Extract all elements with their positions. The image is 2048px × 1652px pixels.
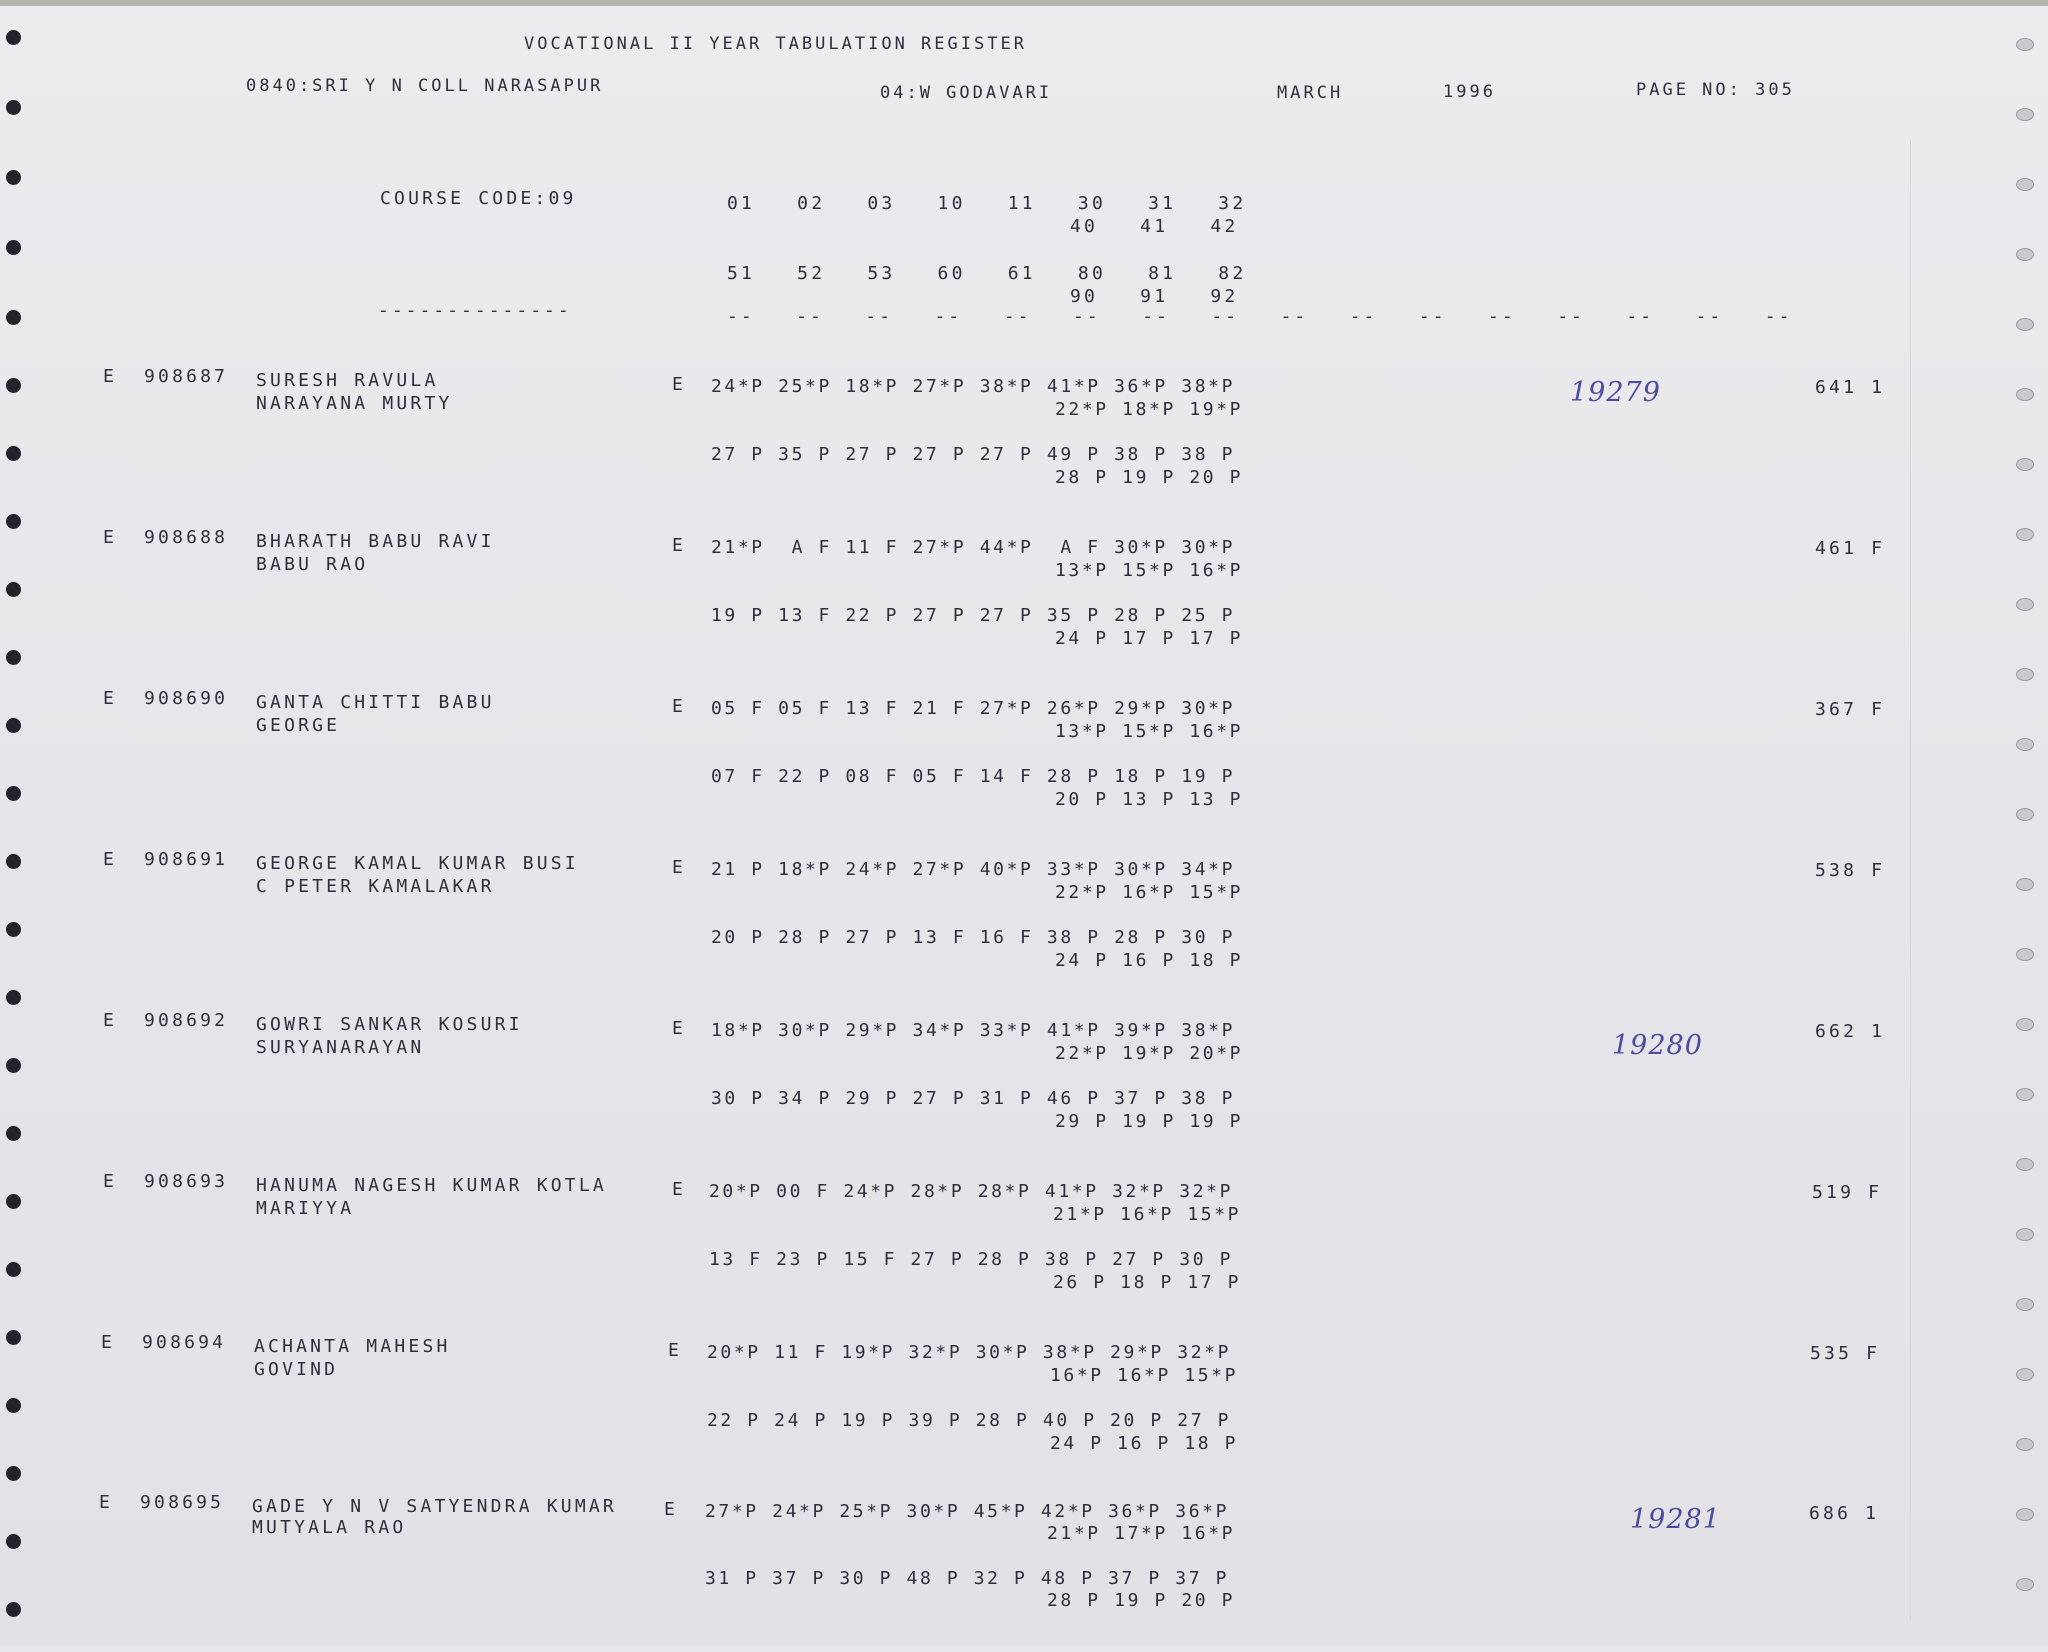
student-name: GEORGE KAMAL KUMAR BUSI (256, 853, 579, 874)
group-flag: E (672, 857, 687, 878)
marks-row2: 30 P 34 P 29 P 27 P 31 P 46 P 37 P 38 P (711, 1088, 1236, 1109)
marks-row1: 21 P 18*P 24*P 27*P 40*P 33*P 30*P 34*P (711, 859, 1236, 880)
feed-hole (6, 240, 21, 255)
feed-hole (2016, 318, 2034, 331)
parent-name: SURYANARAYAN (256, 1037, 425, 1058)
marks-row2: 20 P 28 P 27 P 13 F 16 F 38 P 28 P 30 P (711, 927, 1236, 948)
student-name: GANTA CHITTI BABU (256, 692, 495, 713)
total-result: 662 1 (1815, 1021, 1886, 1042)
record-flag: E (103, 366, 118, 387)
record-flag: E (103, 849, 118, 870)
parent-name: NARAYANA MURTY (256, 393, 453, 414)
marks-row1: 20*P 00 F 24*P 28*P 28*P 41*P 32*P 32*P (709, 1181, 1234, 1202)
student-record (0, 1332, 2048, 1492)
record-flag: E (101, 1332, 116, 1353)
parent-name: C PETER KAMALAKAR (256, 876, 495, 897)
marks-row2: 13 F 23 P 15 F 27 P 28 P 38 P 27 P 30 P (709, 1249, 1234, 1270)
marks-row1-sub: 21*P 17*P 16*P (1047, 1523, 1236, 1544)
handwritten-number: 19281 (1630, 1504, 1721, 1535)
marks-row1-sub: 22*P 19*P 20*P (1055, 1043, 1244, 1064)
marks-row2: 07 F 22 P 08 F 05 F 14 F 28 P 18 P 19 P (711, 766, 1236, 787)
subject-codes-row2: 51 52 53 60 61 80 81 82 (727, 263, 1247, 284)
record-flag: E (103, 1171, 118, 1192)
feed-hole (2016, 248, 2034, 261)
feed-hole (2016, 108, 2034, 121)
roll-number: 908692 (144, 1010, 229, 1031)
group-flag: E (672, 696, 687, 717)
feed-hole (2016, 178, 2034, 191)
marks-row2-sub: 24 P 16 P 18 P (1055, 950, 1244, 971)
student-name: SURESH RAVULA (256, 370, 439, 391)
group-flag: E (672, 1018, 687, 1039)
roll-number: 908693 (144, 1171, 229, 1192)
column-dashes: -- -- -- -- -- -- -- -- -- -- -- -- -- -- -- -- (727, 306, 1793, 327)
marks-row1: 27*P 24*P 25*P 30*P 45*P 42*P 36*P 36*P (705, 1501, 1230, 1522)
record-flag: E (103, 1010, 118, 1031)
feed-hole (6, 30, 21, 45)
subject-codes-row1: 01 02 03 10 11 30 31 32 (727, 193, 1247, 214)
student-record (0, 1171, 2048, 1331)
parent-name: BABU RAO (256, 554, 369, 575)
exam-month: MARCH (1277, 83, 1344, 103)
group-flag: E (672, 374, 687, 395)
student-record (0, 366, 2048, 526)
marks-row1: 21*P A F 11 F 27*P 44*P A F 30*P 30*P (711, 537, 1236, 558)
total-result: 538 F (1815, 860, 1886, 881)
student-record (0, 849, 2048, 1009)
student-record (0, 1492, 2048, 1652)
course-underline: -------------- (378, 300, 572, 321)
marks-row2-sub: 26 P 18 P 17 P (1053, 1272, 1242, 1293)
roll-number: 908690 (144, 688, 229, 709)
roll-number: 908691 (144, 849, 229, 870)
marks-row1: 18*P 30*P 29*P 34*P 33*P 41*P 39*P 38*P (711, 1020, 1236, 1041)
marks-row2-sub: 29 P 19 P 19 P (1055, 1111, 1244, 1132)
marks-row1-sub: 21*P 16*P 15*P (1053, 1204, 1242, 1225)
course-code-label: COURSE CODE:09 (380, 188, 577, 209)
feed-hole (6, 170, 21, 185)
parent-name: MUTYALA RAO (252, 1517, 407, 1538)
feed-hole (6, 100, 21, 115)
marks-row2-sub: 20 P 13 P 13 P (1055, 789, 1244, 810)
marks-row2-sub: 24 P 16 P 18 P (1050, 1433, 1239, 1454)
page-number: PAGE NO: 305 (1636, 80, 1795, 100)
college-name: 0840:SRI Y N COLL NARASAPUR (246, 76, 604, 96)
subject-codes-row2-sub: 90 91 92 (1070, 286, 1239, 307)
district: 04:W GODAVARI (880, 83, 1053, 103)
student-record (0, 688, 2048, 848)
subject-codes-row1-sub: 40 41 42 (1070, 216, 1239, 237)
total-result: 461 F (1815, 538, 1886, 559)
marks-row1: 20*P 11 F 19*P 32*P 30*P 38*P 29*P 32*P (707, 1342, 1232, 1363)
roll-number: 908687 (144, 366, 229, 387)
total-result: 519 F (1812, 1182, 1883, 1203)
group-flag: E (668, 1340, 683, 1361)
handwritten-number: 19279 (1570, 377, 1661, 408)
marks-row1-sub: 13*P 15*P 16*P (1055, 560, 1244, 581)
marks-row1: 05 F 05 F 13 F 21 F 27*P 26*P 29*P 30*P (711, 698, 1236, 719)
total-result: 641 1 (1815, 377, 1886, 398)
group-flag: E (672, 1179, 687, 1200)
paper-edge (0, 0, 2048, 6)
exam-year: 1996 (1443, 82, 1496, 102)
feed-hole (2016, 38, 2034, 51)
marks-row1: 24*P 25*P 18*P 27*P 38*P 41*P 36*P 38*P (711, 376, 1236, 397)
marks-row1-sub: 16*P 16*P 15*P (1050, 1365, 1239, 1386)
total-result: 686 1 (1809, 1503, 1880, 1524)
student-name: HANUMA NAGESH KUMAR KOTLA (256, 1175, 607, 1196)
student-name: GOWRI SANKAR KOSURI (256, 1014, 523, 1035)
feed-hole (6, 310, 21, 325)
record-flag: E (103, 527, 118, 548)
total-result: 367 F (1815, 699, 1886, 720)
marks-row1-sub: 13*P 15*P 16*P (1055, 721, 1244, 742)
roll-number: 908695 (140, 1492, 225, 1513)
record-flag: E (103, 688, 118, 709)
parent-name: GEORGE (256, 715, 341, 736)
handwritten-number: 19280 (1612, 1030, 1703, 1061)
marks-row2: 31 P 37 P 30 P 48 P 32 P 48 P 37 P 37 P (705, 1568, 1230, 1589)
group-flag: E (672, 535, 687, 556)
group-flag: E (664, 1499, 679, 1520)
student-name: GADE Y N V SATYENDRA KUMAR (252, 1496, 617, 1517)
record-flag: E (99, 1492, 114, 1513)
student-name: ACHANTA MAHESH (254, 1336, 451, 1357)
marks-row2: 22 P 24 P 19 P 39 P 28 P 40 P 20 P 27 P (707, 1410, 1232, 1431)
roll-number: 908694 (142, 1332, 227, 1353)
student-record (0, 527, 2048, 687)
register-title: VOCATIONAL II YEAR TABULATION REGISTER (524, 34, 1027, 54)
student-name: BHARATH BABU RAVI (256, 531, 495, 552)
roll-number: 908688 (144, 527, 229, 548)
marks-row2-sub: 28 P 19 P 20 P (1055, 467, 1244, 488)
marks-row1-sub: 22*P 18*P 19*P (1055, 399, 1244, 420)
marks-row2: 27 P 35 P 27 P 27 P 27 P 49 P 38 P 38 P (711, 444, 1236, 465)
student-record (0, 1010, 2048, 1170)
marks-row2: 19 P 13 F 22 P 27 P 27 P 35 P 28 P 25 P (711, 605, 1236, 626)
parent-name: MARIYYA (256, 1198, 355, 1219)
total-result: 535 F (1810, 1343, 1881, 1364)
parent-name: GOVIND (254, 1359, 339, 1380)
marks-row2-sub: 28 P 19 P 20 P (1047, 1590, 1236, 1611)
marks-row2-sub: 24 P 17 P 17 P (1055, 628, 1244, 649)
marks-row1-sub: 22*P 16*P 15*P (1055, 882, 1244, 903)
